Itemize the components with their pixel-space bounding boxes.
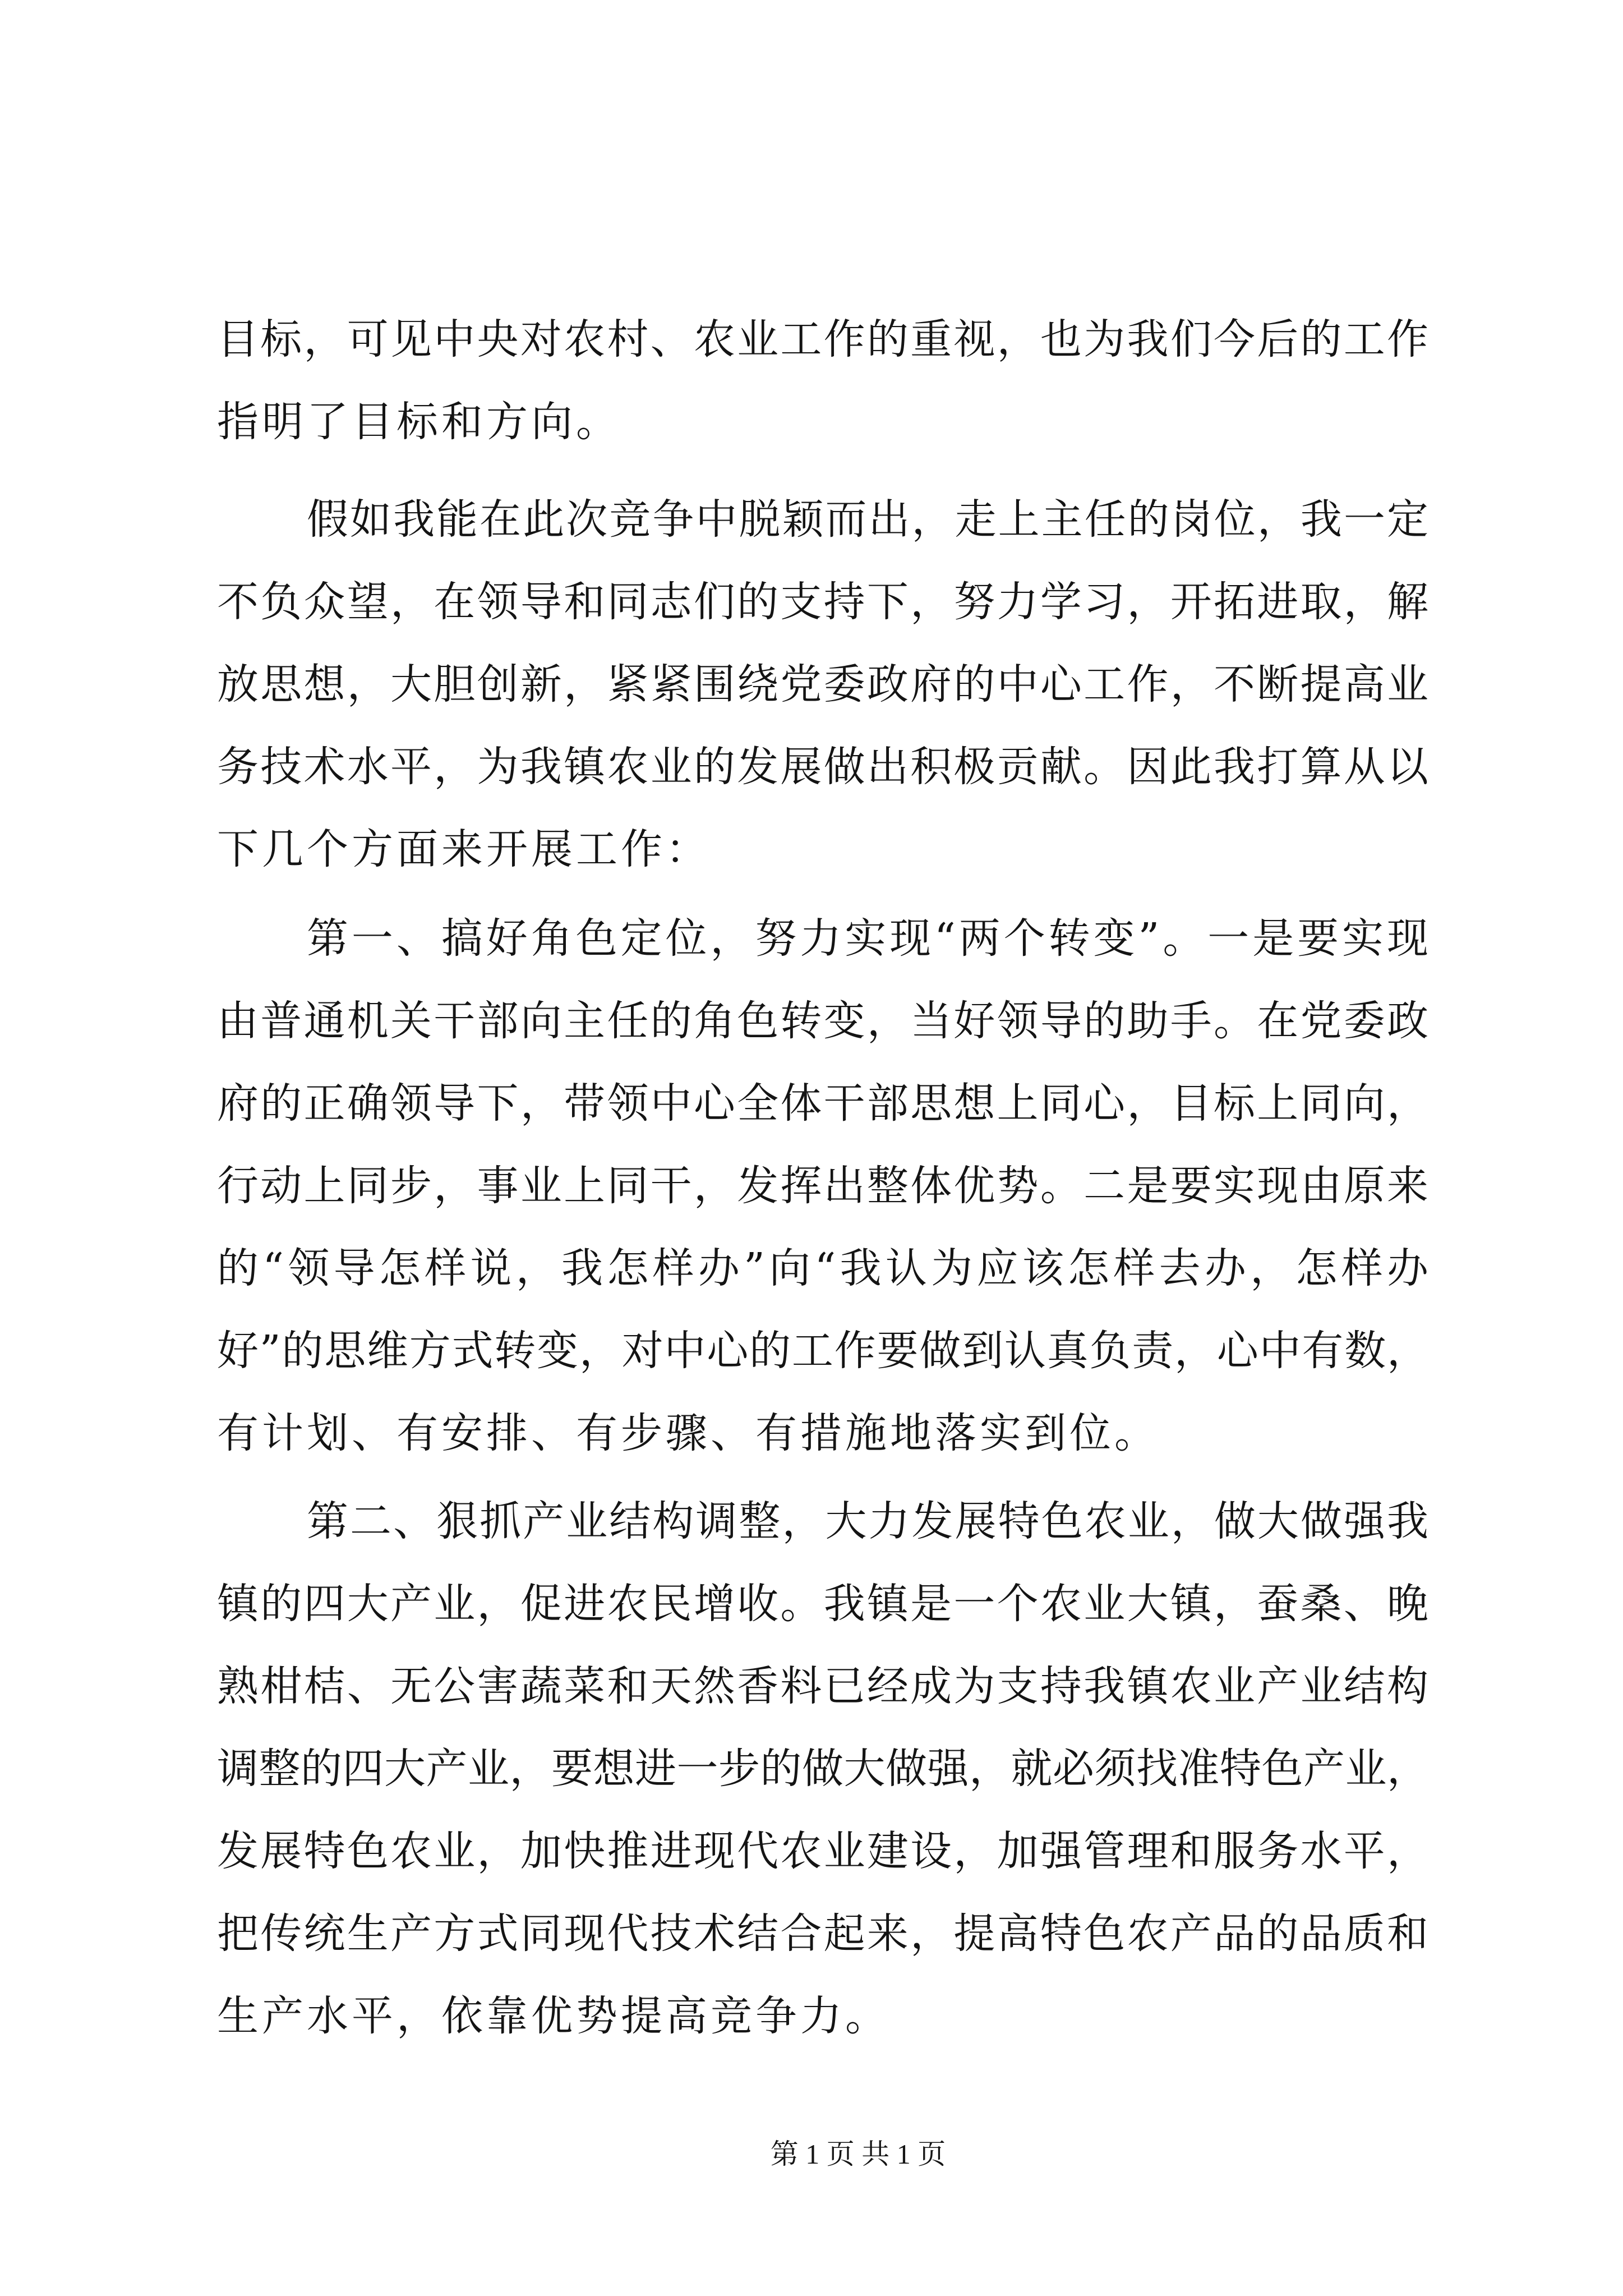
text-line: 的“领导怎样说，我怎样办”向“我认为应该怎样去办，怎样办: [217, 1244, 1428, 1292]
paragraph-continuation: [217, 298, 1428, 463]
text-line: 好”的思维方式转变，对中心的工作要做到认真负责，心中有数，: [217, 1327, 1428, 1375]
text-line: 不负众望，在领导和同志们的支持下，努力学习，开拓进取，解: [217, 578, 1428, 626]
text-line: 镇的四大产业，促进农民增收。我镇是一个农业大镇，蚕桑、晚: [217, 1580, 1428, 1628]
text-line: 指明了目标和方向。: [217, 398, 621, 446]
paragraph-point-two: [217, 1480, 1428, 2058]
text-line: 发展特色农业，加快推进现代农业建设，加强管理和服务水平，: [217, 1827, 1428, 1875]
text-line: 下几个方面来开展工作：: [217, 825, 711, 873]
text-line: 调整的四大产业，要想进一步的做大做强，就必须找准特色产业，: [217, 1745, 1428, 1793]
text-line: 行动上同步，事业上同干，发挥出整体优势。二是要实现由原来: [217, 1162, 1428, 1210]
text-line: 府的正确领导下，带领中心全体干部思想上同心，目标上同向，: [217, 1079, 1428, 1128]
text-line: 务技术水平，为我镇农业的发展做出积极贡献。因此我打算从以: [217, 743, 1428, 791]
paragraph-intro-plan: [217, 478, 1428, 891]
text-line: 由普通机关干部向主任的角色转变，当好领导的助手。在党委政: [217, 997, 1428, 1045]
text-line: 假如我能在此次竞争中脱颖而出，走上主任的岗位，我一定: [307, 495, 1428, 544]
text-line: 目标，可见中央对农村、农业工作的重视，也为我们今后的工作: [217, 315, 1428, 364]
text-line: 把传统生产方式同现代技术结合起来，提高特色农产品的品质和: [217, 1910, 1428, 1958]
text-line: 有计划、有安排、有步骤、有措施地落实到位。: [217, 1409, 1159, 1457]
text-line: 生产水平，依靠优势提高竞争力。: [217, 1992, 890, 2040]
page-footer: 第 1 页 共 1 页: [770, 2138, 946, 2170]
text-line: 第二、狠抓产业结构调整，大力发展特色农业，做大做强我: [307, 1497, 1428, 1545]
text-line: 第一、搞好角色定位，努力实现“两个转变”。一是要实现: [307, 914, 1428, 963]
text-line: 熟柑桔、无公害蔬菜和天然香料已经成为支持我镇农业产业结构: [217, 1662, 1428, 1710]
paragraph-point-one: [217, 898, 1428, 1475]
text-line: 放思想，大胆创新，紧紧围绕党委政府的中心工作，不断提高业: [217, 660, 1428, 708]
